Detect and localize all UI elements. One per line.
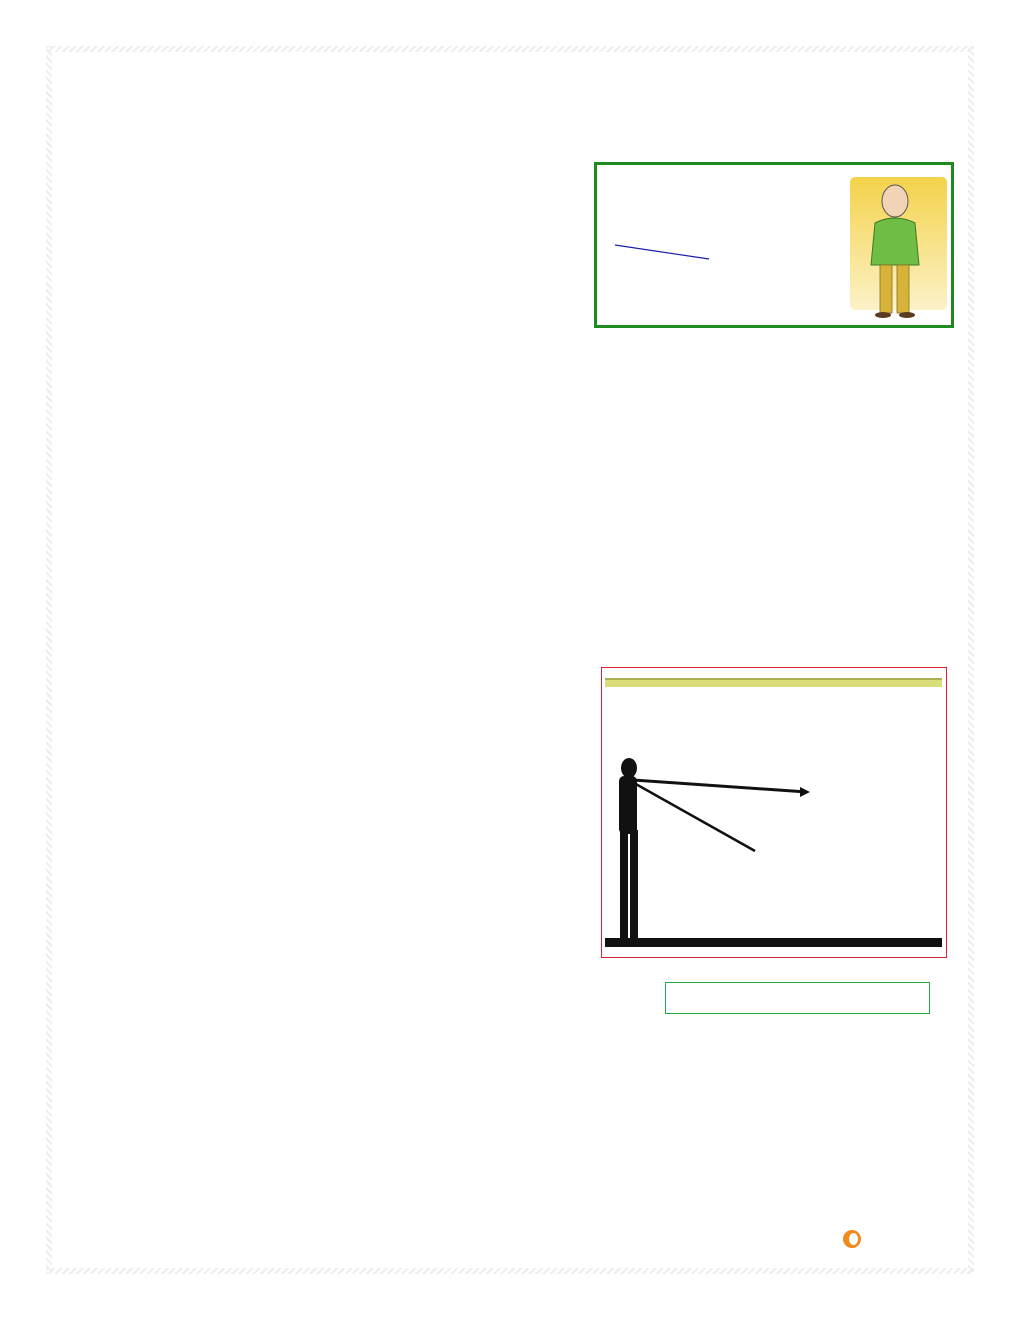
auditorium-illustration [602,668,945,956]
reverberation-figure-caption [665,982,930,1014]
echo-illustration [597,165,951,325]
visionet-logo [840,1218,980,1268]
label-pointer-line [615,245,709,259]
floor [605,938,942,947]
reverberation-figure [601,667,947,958]
logo-wordmark [842,1222,862,1253]
echo-figure [594,162,954,328]
direct-sound-arrow [634,780,807,792]
eye-icon [843,1230,861,1248]
